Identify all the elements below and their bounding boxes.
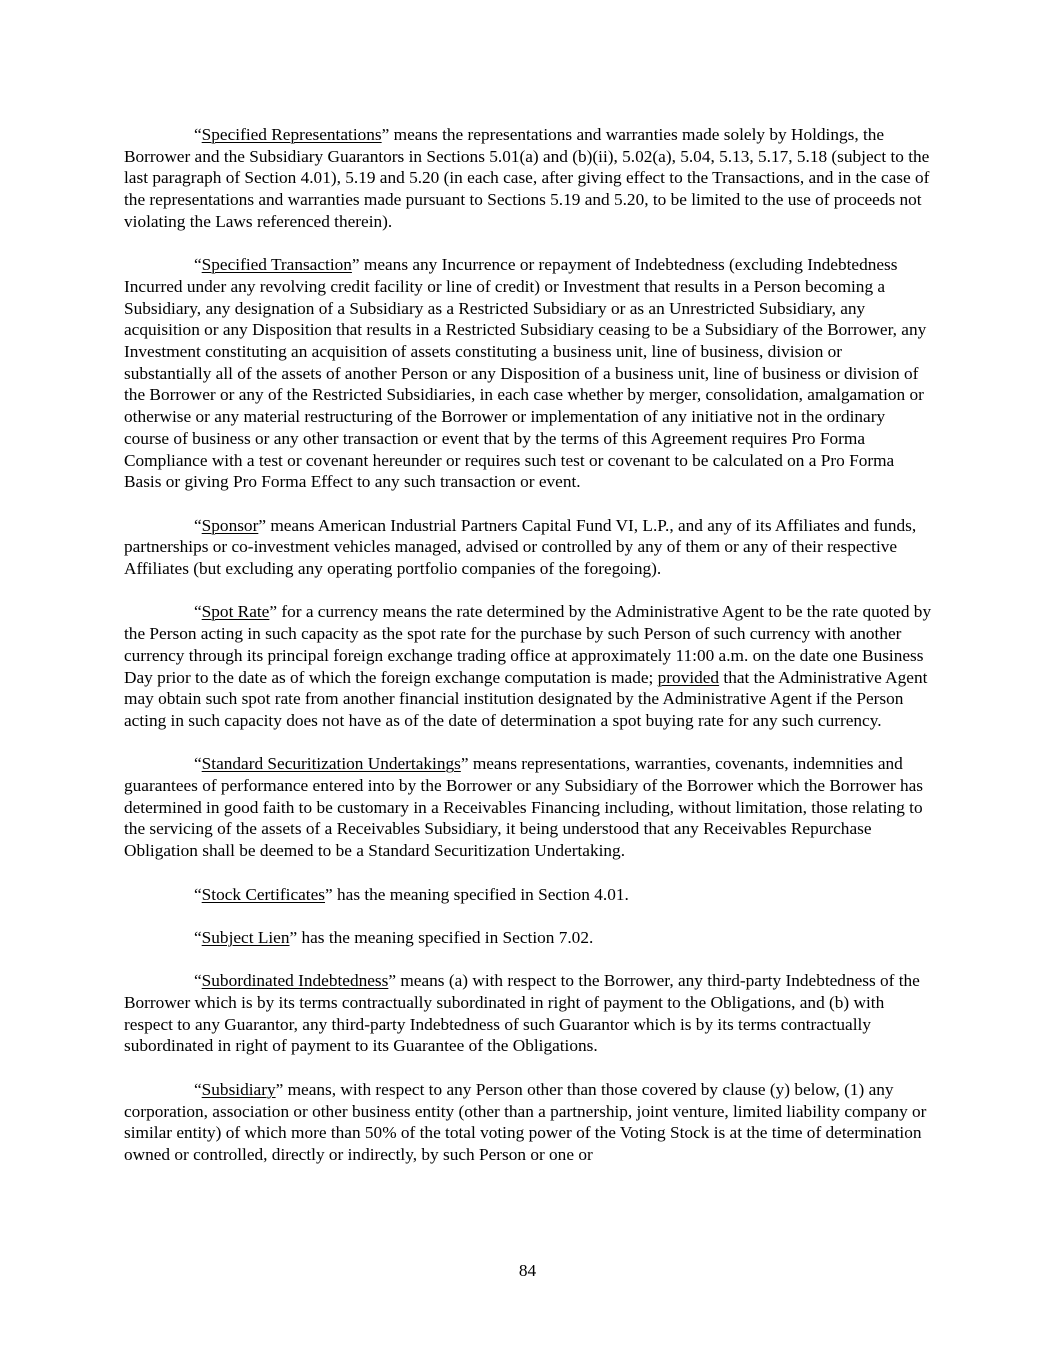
open-quote: “ (194, 125, 202, 144)
definition-stock-certificates (124, 884, 932, 906)
definition-text: ” means any Incurrence or repayment of Indebtedness (excluding Indebtedness Incurred under any revolving credit facility or line of credit) or Investment that results in a Person becoming a Subsidiary, any designation of a Subsidiary as a Restricted Subsidiary or as an Unrestricted Subsidiary, any acquisition or any Disposition that results in a Restricted Subsidiary ceasing to be a Subsidiary of the Borrower, any Investment constituting an acquisition of assets constituting a business unit, line of business, division or substantially all of the assets of another Person or any Disposition of a business unit, line of business or division of the Borrower or any of the Restricted Subsidiaries, in each case whether by merger, consolidation, amalgamation or otherwise or any material restructuring of the Borrower or implementation of any initiative not in the ordinary course of business or any other transaction or event that by the terms of this Agreement requires Pro Forma Compliance with a test or covenant hereunder or requires such test or covenant to be calculated on a Pro Forma Basis or giving Pro Forma Effect to any such transaction or event. (124, 255, 927, 492)
definition-text: ” means (a) with respect to the Borrower, any third-party Indebtedness of the Borrower which is by its terms contractually subordinated in right of payment to the Obligations, and (b) with respect to any Guarantor, any third-party Indebtedness of such Guarantor which is by its terms contractually subordinated in right of payment to its Guarantee of the Obligations. (124, 971, 920, 1056)
open-quote: “ (194, 255, 202, 275)
defined-term: Subordinated Indebtedness (201, 971, 389, 991)
definition-specified-transaction (124, 254, 932, 493)
open-quote: “ (194, 754, 202, 774)
defined-term: Subsidiary (201, 1079, 276, 1099)
defined-term: Stock Certificates (201, 884, 326, 904)
definition-text: ” means, with respect to any Person other than those covered by clause (y) below, (1) any corporation, association or other business entity (other than a partnership, joint venture, limited liability company or similar entity) of which more than 50% of the total voting power of the Voting Stock is at the time of determination owned or controlled, directly or indirectly, by such Person or one or (124, 1079, 927, 1164)
definition-subordinated-indebtedness (124, 970, 932, 1057)
definition-text: ” has the meaning specified in Section 4.01. (325, 884, 629, 904)
open-quote: “ (194, 971, 202, 991)
open-quote: “ (194, 515, 202, 535)
definition-spot-rate (124, 601, 932, 731)
definition-text: ” means American Industrial Partners Capital Fund VI, L.P., and any of its Affiliates and funds, partnerships or co-investment vehicles managed, advised or controlled by any of them or any of their respective Affiliates (but excluding any operating portfolio companies of the foregoing). (124, 515, 917, 579)
open-quote: “ (194, 927, 202, 947)
open-quote: “ (194, 884, 202, 904)
definition-standard-securitization-undertakings (124, 753, 932, 862)
definitions-body (124, 124, 932, 1187)
defined-term: Standard Securitization Undertakings (201, 754, 461, 774)
definition-sponsor (124, 515, 932, 580)
defined-term: Spot Rate (201, 602, 270, 622)
defined-term: Specified Transaction (201, 255, 352, 275)
definition-text: ” means representations, warranties, covenants, indemnities and guarantees of performance entered into by the Borrower or any Subsidiary of the Borrower which the Borrower has determined in good faith to be customary in a Receivables Financing including, without limitation, those relating to the servicing of the assets of a Receivables Subsidiary, it being understood that any Receivables Repurchase Obligation shall be deemed to be a Standard Securitization Undertaking. (124, 754, 923, 861)
definition-text: ” means the representations and warranties made solely by Holdings, the Borrower and the Subsidiary Guarantors in Sections 5.01(a) and (b)(ii), 5.02(a), 5.04, 5.13, 5.17, 5.18 (subject to the last paragraph of Section 4.01), 5.19 and 5.20 (in each case, after giving effect to the Transactions, and in the case of the representations and warranties made pursuant to Sections 5.19 and 5.20, to be limited to the use of proceeds not violating the Laws referenced therein). (124, 125, 930, 231)
defined-term: Sponsor (201, 515, 259, 535)
defined-term: Subject Lien (201, 927, 290, 947)
open-quote: “ (194, 602, 202, 622)
definition-specified-representations (124, 124, 932, 233)
definition-text: ” has the meaning specified in Section 7.02. (289, 927, 594, 947)
definition-subject-lien (124, 927, 932, 949)
open-quote: “ (194, 1079, 202, 1099)
inline-term-provided: provided (657, 667, 720, 687)
defined-term: Specified Representations (201, 125, 382, 144)
definition-text-continued: that the Administrative Agent may obtain such spot rate from another financial institution designated by the Administrative Agent if the Person acting in such capacity does not have as of the date of determination a spot buying rate for any such currency. (124, 667, 928, 730)
definition-subsidiary (124, 1079, 932, 1166)
definition-text: ” for a currency means the rate determined by the Administrative Agent to be the rate quoted by the Person acting in such capacity as the spot rate for the purchase by such Person of such currency with another currency through its principal foreign exchange trading office at approximately 11:00 a.m. on the date one Business Day prior to the date as of which the foreign exchange computation is made; (124, 602, 932, 687)
page-number: 84 (518, 1261, 537, 1280)
